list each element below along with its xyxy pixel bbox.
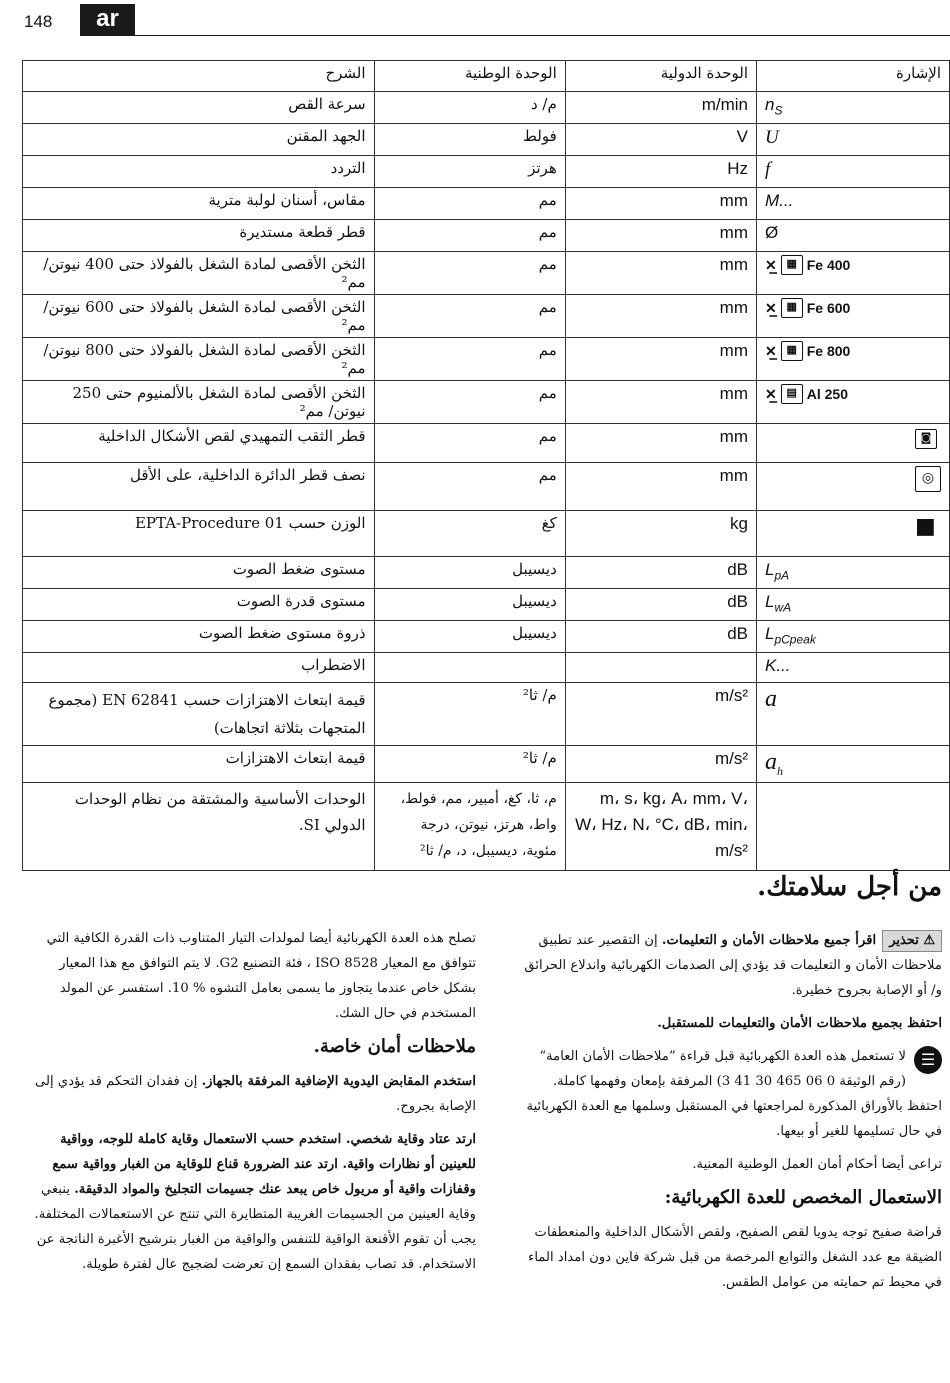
row-explanation: سرعة القص: [23, 92, 375, 124]
row-national: ديسيبل: [374, 589, 565, 621]
row-symbol: [757, 156, 950, 188]
row-national: ديسيبل: [374, 557, 565, 589]
material-label: Fe 400: [806, 257, 851, 273]
aluminium-thickness-icon: [765, 384, 848, 404]
row-international: mm: [565, 188, 756, 220]
row-explanation: الوزن حسب EPTA-Procedure 01: [23, 511, 375, 557]
special-safety-heading: ملاحظات أمان خاصة.: [313, 1036, 476, 1057]
keep-instructions: [514, 1011, 942, 1036]
spec-table: [22, 60, 950, 871]
row-explanation: الثخن الأقصى لمادة الشغل بالفولاذ حتى 600 نيوتن/ مم²: [23, 295, 375, 338]
row-international: dB: [565, 589, 756, 621]
symbol-lpcpeak: $L_{pCpeak}$: [765, 624, 816, 647]
row-symbol: [757, 188, 950, 220]
symbol-lpa: $L_{pA}$: [765, 560, 790, 583]
row-symbol: [757, 557, 950, 589]
row-symbol: [757, 338, 950, 381]
table-row: [23, 381, 950, 424]
symbol-lwa: $L_{wA}$: [765, 592, 792, 615]
material-label: Fe 600: [806, 300, 851, 316]
row-international: mm: [565, 463, 756, 511]
header-international: الوحدة الدولية: [565, 61, 756, 92]
row-international: kg: [565, 511, 756, 557]
row-national: م/ ثا²: [374, 683, 565, 746]
row-symbol: [757, 295, 950, 338]
table-row: [23, 124, 950, 156]
row-international: mm: [565, 381, 756, 424]
row-explanation: الثخن الأقصى لمادة الشغل بالفولاذ حتى 400 نيوتن/ مم²: [23, 252, 375, 295]
row-national: [374, 653, 565, 683]
row-international: mm: [565, 295, 756, 338]
warning-badge: ⚠ تحذير: [882, 930, 942, 952]
row-explanation: الاضطراب: [23, 653, 375, 683]
table-row: [23, 653, 950, 683]
inner-radius-icon: ◎: [915, 466, 941, 492]
cut-marker-icon: ✕̲: [765, 385, 777, 402]
generator-paragraph: تصلح هذه العدة الكهربائية أيضا لمولدات التيار المتناوب ذات القدرة الكافية التي تتوافق مع المعيار ISO 8528 ، فئة التصنيع G2. لا يتم التوافق مع هذا المعيار بشكل خاص عندما يتجاوز ما يسمى بعامل التشوه % 10. استفسر عن المولد المستخدم في حال الشك.: [46, 931, 476, 1021]
row-international: mm: [565, 220, 756, 252]
handles-lead: استخدم المقابض اليدوية الإضافية المرفقة بالجهاز.: [201, 1074, 476, 1089]
row-explanation: نصف قطر الدائرة الداخلية، على الأقل: [23, 463, 375, 511]
row-symbol: [757, 463, 950, 511]
row-international: mm: [565, 338, 756, 381]
row-international: dB: [565, 557, 756, 589]
weight-icon: ■: [915, 514, 936, 539]
row-national: م، ثا، كغ، أمبير، مم، فولط، واط، هرتز، نيوتن، درجة مئوية، ديسيبل، د، م/ ثا²: [374, 782, 565, 870]
section-title: من أجل سلامتك.: [757, 872, 942, 902]
row-explanation: مستوى قدرة الصوت: [23, 589, 375, 621]
row-symbol: [757, 252, 950, 295]
material-label: Al 250: [806, 386, 848, 402]
ppe-lead: ارتد عتاد وقاية شخصي. استخدم حسب الاستعمال وقاية كاملة للوجه، وواقية للعينين أو نظارات واقية. ارتد عند الضرورة قناع للوقاية من الغبار وواقية سمع وقفازات واقية أو مريول خاص يبعد عنك جسيمات التجليخ والمواد الدقيقة.: [52, 1132, 476, 1197]
symbol-f: f: [765, 159, 771, 180]
row-national: كغ: [374, 511, 565, 557]
table-row: [23, 511, 950, 557]
row-explanation: قيمة ابتعاث الاهتزازات حسب EN 62841 (مجموع المتجهات بثلاثة اتجاهات): [23, 683, 375, 746]
table-row: [23, 338, 950, 381]
symbol-k: K...: [765, 656, 791, 675]
cut-marker-icon: ✕̲: [765, 299, 777, 316]
row-explanation: قطر قطعة مستديرة: [23, 220, 375, 252]
table-row: [23, 463, 950, 511]
keep-instructions-text: احتفظ بجميع ملاحظات الأمان والتعليمات للمستقبل.: [657, 1016, 942, 1031]
row-national: مم: [374, 188, 565, 220]
row-symbol: [757, 92, 950, 124]
header-rule: [80, 35, 950, 36]
table-row: [23, 782, 950, 870]
page-number: 148: [24, 12, 53, 31]
row-national: م/ د: [374, 92, 565, 124]
sheet-icon: ▦: [781, 341, 803, 361]
row-symbol: [757, 424, 950, 463]
read-manual-icon: ☰: [914, 1046, 942, 1074]
sheet-icon: ▤: [781, 384, 803, 404]
read-manual-paragraph: [514, 1044, 942, 1144]
row-explanation: التردد: [23, 156, 375, 188]
row-international: m، s، kg، A، mm، V، W، Hz، N، °C، dB، min، m/s²: [565, 782, 756, 870]
row-symbol: [757, 124, 950, 156]
header-explanation: الشرح: [23, 61, 375, 92]
table-row: [23, 424, 950, 463]
row-symbol: [757, 511, 950, 557]
handles-text: إن فقدان التحكم قد يؤدي إلى الإصابة بجروح.: [35, 1074, 476, 1114]
pilot-hole-icon: ◙: [915, 429, 937, 449]
table-row: [23, 557, 950, 589]
national-regulations: تراعى أيضا أحكام أمان العمل الوطنية المعنية.: [692, 1157, 942, 1172]
warning-label: تحذير: [889, 933, 919, 948]
row-explanation: الجهد المقنن: [23, 124, 375, 156]
steel-thickness-icon: [765, 298, 850, 318]
symbol-u: U: [765, 127, 779, 148]
row-international: V: [565, 124, 756, 156]
symbol-ns: $n_S$: [765, 95, 783, 118]
ppe-paragraph: [24, 1127, 476, 1277]
row-international: dB: [565, 621, 756, 653]
warning-lead: اقرأ جميع ملاحظات الأمان و التعليمات.: [661, 933, 877, 948]
row-international: m/min: [565, 92, 756, 124]
row-national: مم: [374, 463, 565, 511]
steel-thickness-icon: [765, 255, 850, 275]
row-national: فولط: [374, 124, 565, 156]
row-international: m/s²: [565, 683, 756, 746]
row-national: مم: [374, 424, 565, 463]
sheet-icon: ▦: [781, 298, 803, 318]
row-national: مم: [374, 252, 565, 295]
table-row: [23, 188, 950, 220]
table-row: [23, 156, 950, 188]
ppe-text: ينبغي وقاية العينين من الجسيمات الغريبة المتطايرة التي تنتج عن الاستعمالات المختلفة. يجب أن تقوم الأقنعة الواقية للتنفس والواقية من الغبار بترشيح الأغبرة الناتجة عن الاستخدام. قد تصاب بفقدان السمع إن تعرضت لضجيج عال لفترة طويلة.: [34, 1182, 476, 1272]
material-label: Fe 800: [806, 343, 851, 359]
row-international: mm: [565, 424, 756, 463]
intended-use-heading: الاستعمال المخصص للعدة الكهربائية:: [664, 1187, 942, 1208]
diameter-icon: Ø: [765, 223, 779, 242]
symbol-m: M...: [765, 191, 794, 210]
row-explanation: مستوى ضغط الصوت: [23, 557, 375, 589]
left-column: [24, 926, 476, 1285]
row-national: ديسيبل: [374, 621, 565, 653]
header-national: الوحدة الوطنية: [374, 61, 565, 92]
row-symbol: [757, 746, 950, 783]
right-column: [514, 928, 942, 1303]
row-national: مم: [374, 338, 565, 381]
steel-thickness-icon: [765, 341, 850, 361]
language-badge: ar: [80, 4, 135, 36]
table-row: [23, 683, 950, 746]
row-explanation: الوحدات الأساسية والمشتقة من نظام الوحدات الدولي SI.: [23, 782, 375, 870]
table-row: [23, 589, 950, 621]
row-symbol: [757, 653, 950, 683]
row-explanation: ذروة مستوى ضغط الصوت: [23, 621, 375, 653]
row-national: مم: [374, 295, 565, 338]
row-symbol: [757, 381, 950, 424]
table-row: [23, 295, 950, 338]
row-international: [565, 653, 756, 683]
cut-marker-icon: ✕̲: [765, 256, 777, 273]
row-symbol: [757, 683, 950, 746]
cut-marker-icon: ✕̲: [765, 342, 777, 359]
row-national: م/ ثا²: [374, 746, 565, 783]
row-explanation: مقاس، أسنان لولبة مترية: [23, 188, 375, 220]
row-international: mm: [565, 252, 756, 295]
row-symbol: [757, 782, 950, 870]
warning-text: إن التقصير عند تطبيق ملاحظات الأمان و التعليمات قد يؤدي إلى الصدمات الكهربائية واندلاع الحرائق و/ أو الإصابة بجروح خطيرة.: [524, 933, 942, 998]
row-international: Hz: [565, 156, 756, 188]
table-row: [23, 252, 950, 295]
read-manual-text: لا تستعمل هذه العدة الكهربائية قبل قراءة ”ملاحظات الأمان العامة“ (رقم الوثيقة 0 06 465 30 41 3) المرفقة بإمعان وفهمها كاملة. احتفظ بالأوراق المذكورة لمراجعتها في المستقبل وسلمها مع العدة الكهربائية في حال تسليمها للغير أو بيعها.: [526, 1049, 942, 1139]
row-explanation: الثخن الأقصى لمادة الشغل بالفولاذ حتى 800 نيوتن/ مم²: [23, 338, 375, 381]
warning-paragraph: [514, 928, 942, 1003]
row-explanation: قطر الثقب التمهيدي لقص الأشكال الداخلية: [23, 424, 375, 463]
row-symbol: [757, 621, 950, 653]
row-international: m/s²: [565, 746, 756, 783]
row-national: هرتز: [374, 156, 565, 188]
row-symbol: [757, 220, 950, 252]
header-symbol: الإشارة: [757, 61, 950, 92]
row-national: مم: [374, 220, 565, 252]
row-national: مم: [374, 381, 565, 424]
table-row: [23, 621, 950, 653]
intended-use-text: قراضة صفيح توجه يدويا لقص الصفيح، ولقص الأشكال الداخلية والمنعطفات الضيقة مع عدد الشغل والتوابع المرخصة من قبل شركة فاين دون امداد الماء في محيط تم حمايته من عوامل الطقس.: [528, 1225, 942, 1290]
row-explanation: قيمة ابتعاث الاهتزازات: [23, 746, 375, 783]
table-row: [23, 92, 950, 124]
table-row: [23, 746, 950, 783]
symbol-a: a: [765, 686, 777, 712]
table-row: [23, 220, 950, 252]
sheet-icon: ▦: [781, 255, 803, 275]
symbol-ah: $a_h$: [765, 749, 783, 778]
row-symbol: [757, 589, 950, 621]
handles-paragraph: [24, 1069, 476, 1119]
row-explanation: الثخن الأقصى لمادة الشغل بالألمنيوم حتى 250 نيوتن/ مم²: [23, 381, 375, 424]
